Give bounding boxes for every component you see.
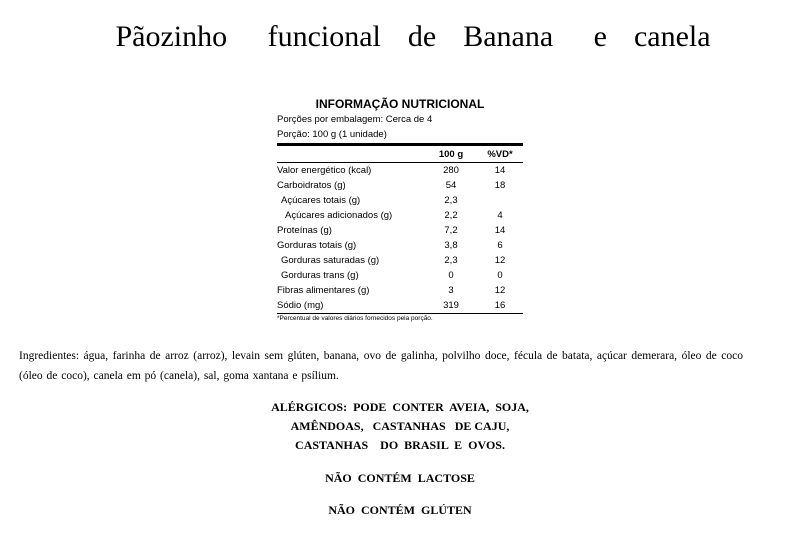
nutrient-qty: 280 (443, 165, 459, 176)
nutrition-heading: INFORMAÇÃO NUTRICIONAL (315, 97, 485, 111)
allergen-warning-line-2: AMÊNDOAS, CASTANHAS DE CAJU, (290, 419, 510, 433)
column-header-vd: %VD* (487, 149, 513, 160)
nutrient-label: Açúcares totais (g) (281, 195, 361, 206)
nutrition-facts-table (277, 96, 523, 324)
product-title: Pãozinho funcional de Banana e canela (115, 20, 711, 53)
thick-divider (277, 143, 523, 146)
nutrient-qty: 54 (445, 180, 457, 191)
column-header-qty: 100 g (438, 149, 464, 160)
nutrient-label: Gorduras totais (g) (277, 240, 357, 251)
nutrient-qty: 3,8 (444, 240, 458, 251)
nutrient-label: Sódio (mg) (277, 300, 324, 311)
nutrient-vd: 18 (494, 180, 506, 191)
nutrient-vd: 16 (494, 300, 506, 311)
nutrient-vd: 12 (494, 285, 506, 296)
nutrient-vd (477, 193, 523, 208)
nutrient-vd: 6 (497, 240, 503, 251)
nutrient-label: Fibras alimentares (g) (277, 285, 370, 296)
table-row (277, 208, 523, 223)
nutrient-vd: 14 (494, 165, 506, 176)
table-footnote: *Percentual de valores diários fornecidos pela porção. (277, 313, 523, 324)
nutrient-vd: 4 (497, 210, 503, 221)
nutrient-label: Valor energético (kcal) (277, 165, 372, 176)
table-row (277, 163, 523, 178)
table-header-row (277, 147, 523, 162)
table-row (277, 253, 523, 268)
table-row (277, 178, 523, 193)
table-row (277, 193, 523, 208)
nutrient-qty: 2,2 (444, 210, 458, 221)
table-row (277, 268, 523, 283)
nutrient-label: Gorduras trans (g) (281, 270, 359, 281)
nutrient-qty: 3 (448, 285, 454, 296)
nutrient-label: Proteínas (g) (277, 225, 332, 236)
nutrient-label: Açúcares adicionados (g) (285, 210, 393, 221)
serving-size: Porção: 100 g (1 unidade) (277, 129, 387, 140)
allergen-warning-line-3: CASTANHAS DO BRASIL E OVOS. (295, 438, 505, 452)
table-row (277, 238, 523, 253)
nutrient-qty: 0 (448, 270, 454, 281)
table-row (277, 298, 523, 313)
nutrient-qty: 2,3 (444, 255, 458, 266)
nutrient-qty: 2,3 (444, 195, 458, 206)
nutrient-label: Carboidratos (g) (277, 180, 346, 191)
nutrient-qty: 319 (443, 300, 459, 311)
nutrient-vd: 12 (494, 255, 506, 266)
table-row (277, 223, 523, 238)
nutrient-label: Gorduras saturadas (g) (281, 255, 380, 266)
nutrient-vd: 0 (497, 270, 503, 281)
table-row (277, 283, 523, 298)
nutrient-vd: 14 (494, 225, 506, 236)
gluten-free-notice: NÃO CONTÉM GLÚTEN (328, 503, 472, 517)
nutrient-qty: 7,2 (444, 225, 458, 236)
servings-per-package: Porções por embalagem: Cerca de 4 (277, 114, 433, 125)
ingredients-text: Ingredientes: água, farinha de arroz (arroz), levain sem glúten, banana, ovo de galinha, polvilho doce, fécula de batata, açúcar demerara, óleo de coco (óleo de coco), canela em pó (canela), sal, goma xantana e psílium. (19, 350, 743, 382)
allergen-warning-line-1: ALÉRGICOS: PODE CONTER AVEIA, SOJA, (271, 400, 529, 414)
lactose-free-notice: NÃO CONTÉM LACTOSE (325, 471, 475, 485)
